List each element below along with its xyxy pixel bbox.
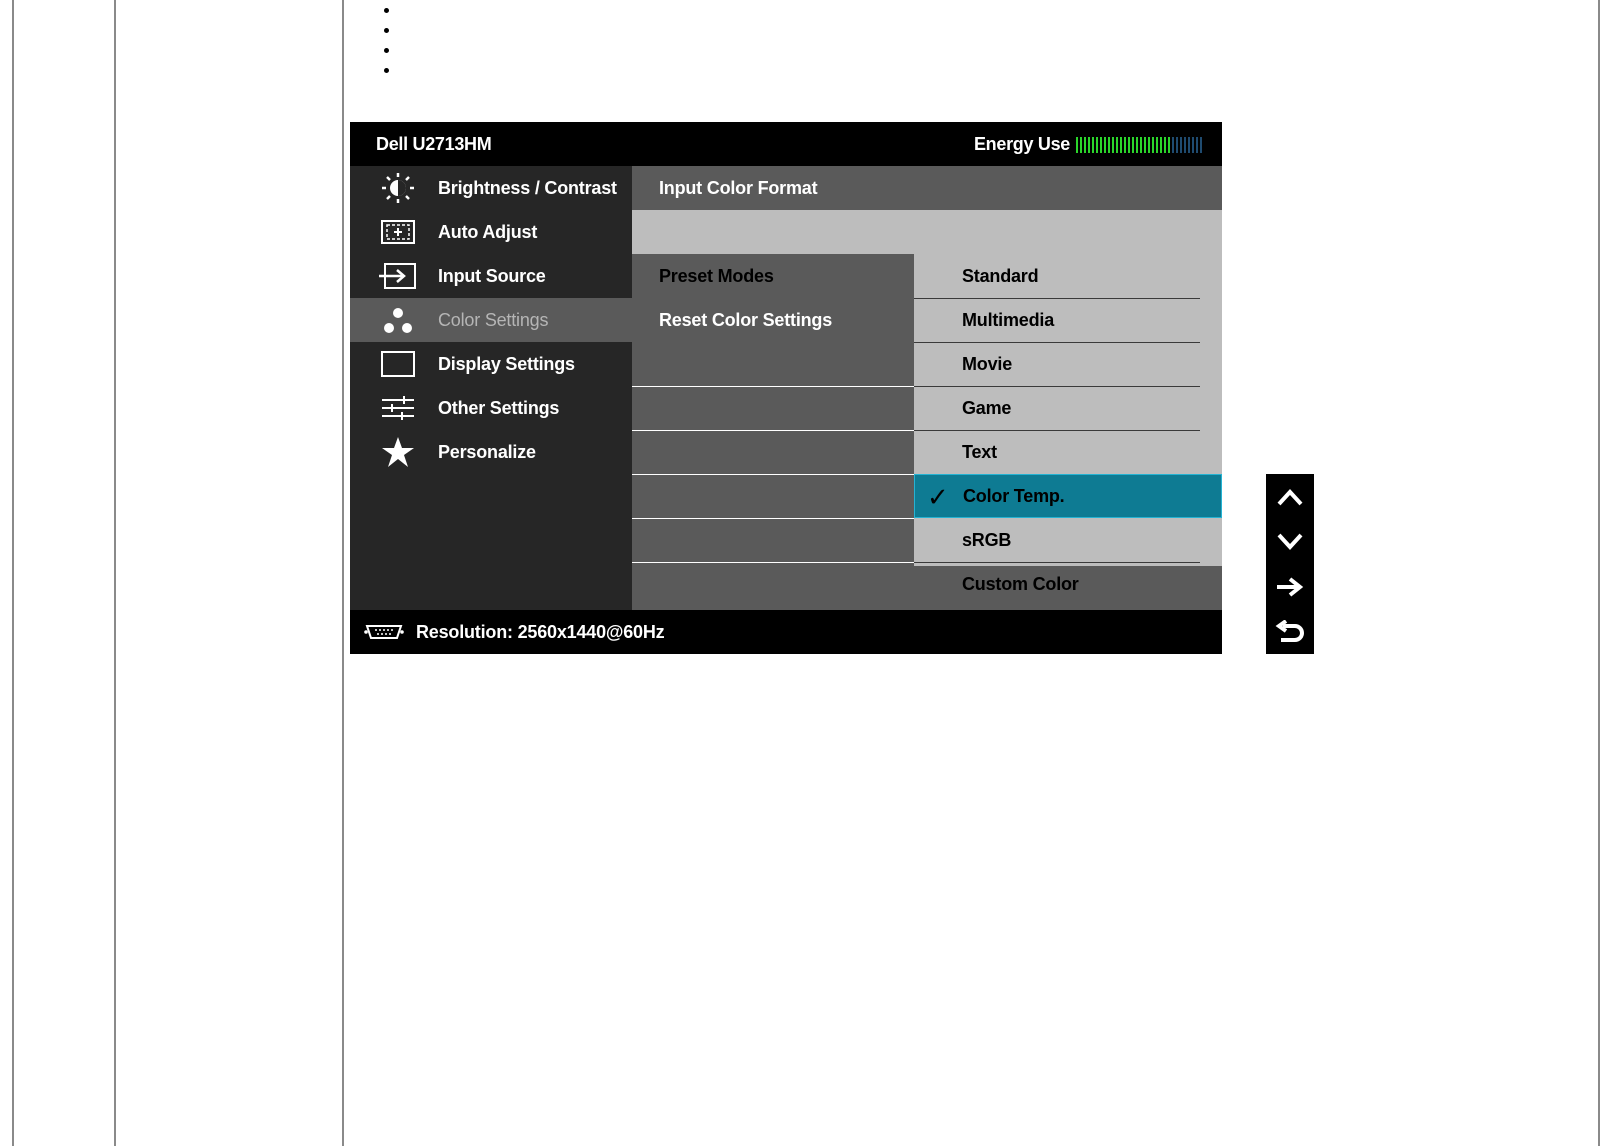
menu-label: Display Settings [438, 353, 575, 374]
preset-label: Text [962, 441, 997, 462]
preset-label: sRGB [962, 529, 1012, 550]
energy-bar [1088, 137, 1090, 153]
monitor-osd [350, 122, 1222, 654]
energy-bar [1148, 137, 1150, 153]
energy-bar [1180, 137, 1182, 153]
preset-standard[interactable] [914, 254, 1222, 298]
preset-label: Color Temp. [963, 485, 1065, 506]
submenu-preset-modes[interactable] [632, 254, 914, 298]
energy-bar [1104, 137, 1106, 153]
energy-bar [1120, 137, 1122, 153]
bullet-3 [384, 48, 389, 53]
energy-bar [1084, 137, 1086, 153]
energy-bar [1080, 137, 1082, 153]
submenu-label: Reset Color Settings [659, 309, 833, 330]
preset-label: Movie [962, 353, 1013, 374]
submenu-input-color-format[interactable] [632, 166, 817, 210]
energy-bar [1140, 137, 1142, 153]
menu-item-auto-adjust[interactable] [350, 210, 632, 254]
back-icon[interactable] [1266, 609, 1314, 654]
preset-color-temp[interactable] [914, 474, 1222, 518]
input-source-icon [378, 260, 418, 292]
preset-label: Custom Color [962, 573, 1079, 594]
preset-text[interactable] [914, 430, 1222, 474]
energy-bar [1156, 137, 1158, 153]
energy-bar [1172, 137, 1174, 153]
energy-bar [1112, 137, 1114, 153]
energy-bar [1136, 137, 1138, 153]
bullet-4 [384, 68, 389, 73]
energy-bar [1152, 137, 1154, 153]
bullet-2 [384, 28, 389, 33]
menu-label: Personalize [438, 441, 536, 462]
energy-bar [1108, 137, 1110, 153]
down-icon[interactable] [1266, 519, 1314, 564]
energy-bar [1124, 137, 1126, 153]
preset-modes-row-bg [632, 210, 914, 254]
energy-bar [1200, 137, 1202, 153]
divider [632, 474, 914, 475]
energy-bar [1092, 137, 1094, 153]
energy-meter [1076, 137, 1204, 153]
star-icon [378, 436, 418, 468]
divider [632, 386, 914, 387]
menu-label: Input Source [438, 265, 546, 286]
energy-bar [1188, 137, 1190, 153]
brightness-icon [378, 172, 418, 204]
display-settings-icon [378, 348, 418, 380]
bullet-list [384, 8, 389, 88]
preset-custom-color[interactable] [914, 562, 1222, 606]
energy-bar [1100, 137, 1102, 153]
menu-item-personalize[interactable] [350, 430, 632, 474]
preset-multimedia[interactable] [914, 298, 1222, 342]
energy-bar [1096, 137, 1098, 153]
right-arrow-icon[interactable] [1266, 564, 1314, 609]
submenu-reset-color-settings[interactable] [632, 298, 914, 342]
column-divider-1 [114, 0, 116, 1146]
energy-bar [1076, 137, 1078, 153]
menu-label: Other Settings [438, 397, 560, 418]
auto-adjust-icon [378, 216, 418, 248]
other-settings-icon [378, 392, 418, 424]
energy-bar [1168, 137, 1170, 153]
menu-item-input-source[interactable] [350, 254, 632, 298]
submenu-label: Input Color Format [659, 177, 818, 198]
preset-label: Multimedia [962, 309, 1055, 330]
osd-header [350, 122, 1222, 166]
menu-item-display-settings[interactable] [350, 342, 632, 386]
energy-bar [1144, 137, 1146, 153]
osd-footer [350, 610, 1222, 654]
menu-item-brightness-contrast[interactable] [350, 166, 632, 210]
preset-label: Game [962, 397, 1012, 418]
osd-navigation-keys [1266, 474, 1314, 654]
energy-bar [1164, 137, 1166, 153]
energy-bar [1160, 137, 1162, 153]
energy-bar [1128, 137, 1130, 153]
column-divider-2 [342, 0, 344, 1146]
energy-bar [1116, 137, 1118, 153]
energy-bar [1176, 137, 1178, 153]
menu-label: Color Settings [438, 309, 549, 330]
energy-bar [1196, 137, 1198, 153]
preset-label: Standard [962, 265, 1039, 286]
checkmark-icon: ✓ [927, 482, 949, 512]
monitor-model: Dell U2713HM [376, 134, 492, 154]
energy-bar [1184, 137, 1186, 153]
energy-bar [1192, 137, 1194, 153]
color-settings-icon [378, 304, 418, 336]
menu-item-color-settings[interactable] [350, 298, 632, 342]
divider [632, 518, 914, 519]
left-border [12, 0, 14, 1146]
right-border [1598, 0, 1600, 1146]
menu-label: Auto Adjust [438, 221, 538, 242]
vga-connector-icon [364, 623, 404, 641]
resolution-info: Resolution: 2560x1440@60Hz [416, 621, 665, 642]
submenu-label: Preset Modes [659, 265, 774, 286]
preset-movie[interactable] [914, 342, 1222, 386]
menu-item-other-settings[interactable] [350, 386, 632, 430]
preset-game[interactable] [914, 386, 1222, 430]
divider [632, 562, 914, 563]
energy-bar [1132, 137, 1134, 153]
divider [632, 430, 914, 431]
preset-srgb[interactable] [914, 518, 1222, 562]
energy-use-label: Energy Use [973, 134, 1070, 154]
energy-use [974, 134, 1204, 155]
bullet-1 [384, 8, 389, 13]
main-menu [350, 166, 632, 610]
menu-label: Brightness / Contrast [438, 177, 617, 198]
up-icon[interactable] [1266, 474, 1314, 519]
